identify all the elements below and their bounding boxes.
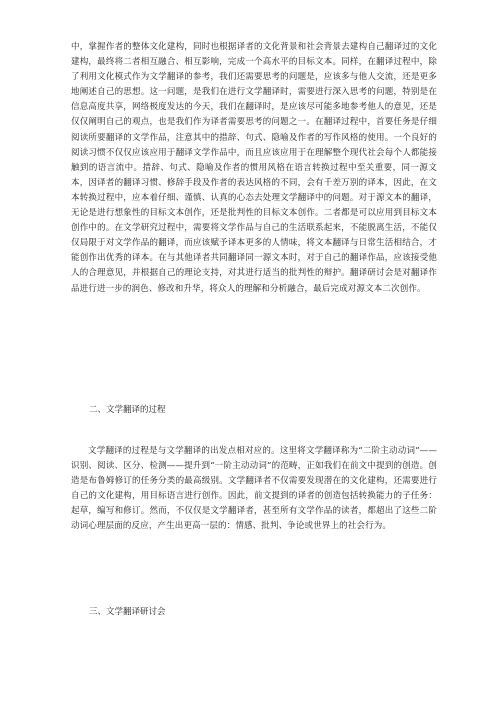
- section-heading: 二、文学翻译的过程: [89, 405, 166, 415]
- section-heading: 三、文学翻译研讨会: [89, 607, 166, 617]
- body-paragraph: 文学翻译的过程是与文学翻译的出发点相对应的。这里将文学翻译称为“二阶主动动词”——识别、阅读、区分、检测——提升到“一阶主动动词”的范畴，正如我们在前文中提到的创造。创造是布鲁姆修订的任务分类的最高级别。文学翻译者不仅需要发现潜在的文化建构，还需要进行自己的文化建构，用目标语言进行创作。因此，前文提到的译者的创造包括转换能力的子任务：起草，编写和修订。然而，不仅仅是文学翻译者，甚至所有文学作品的读者，都超出了这些二阶动词心理层面的反应，产生出更高一层的：情感、批判、争论或世界上的社会行为。: [71, 446, 437, 532]
- body-paragraph: 中，掌握作者的整体文化建构，同时也根据译者的文化背景和社会背景去建构自己翻译过的文化建构，最终将二者相互融合、相互影响，完成一个高水平的目标文本。同样，在翻译过程中，除了利用文化模式作为文学翻译的参考，我们还需要思考的问题是，应该多与他人交流，还是更多地阐述自己的思想。这一问题，是我们在进行文学翻译时，需要进行深入思考的问题，特别是在信息高度共享，网络极度发达的今天，我们在翻译时，是应该尽可能多地参考他人的意见，还是仅仅阐明自己的观点，也是我们作为译者需要思考的问题之一。在翻译过程中，首要任务是仔细阅读所要翻译的文学作品，注意其中的措辞、句式、隐喻及作者的写作风格的使用。一个良好的阅读习惯不仅仅应该应用于翻译文学作品中，而且应该应用于在理解整个现代社会每个人都能接触到的语言流中。措辞、句式、隐喻及作者的惯用风格在语言转换过程中至关重要，同一源文本，因译者的翻译习惯、修辞手段及作者的表达风格的不同，会有千差万别的译本，因此，在文本转换过程中，应本着仔细、谨慎、认真的心态去处理文学翻译中的问题。对于源文本的翻译，无论是进行想象性的目标文本创作，还是批判性的目标文本创作。二者都是可以应用到目标文本创作中的。在文学研究过程中，需要将文学作品与自己的生活联系起来，不能脱离生活，不能仅仅局限于对文学作品的翻译，而应该赋予译本更多的人情味，将文本翻译与日常生活相结合，才能创作出优秀的译本。在与其他译者共同翻译同一源文本时，对于自己的翻译作品，应该接受他人的合理意见，并根据自己的理论支持，对其进行适当的批判性的辩护。翻译研讨会是对翻译作品进行进一步的润色、修改和升华，将众人的理解和分析融合，最后完成对源文本二次创作。: [71, 42, 437, 294]
